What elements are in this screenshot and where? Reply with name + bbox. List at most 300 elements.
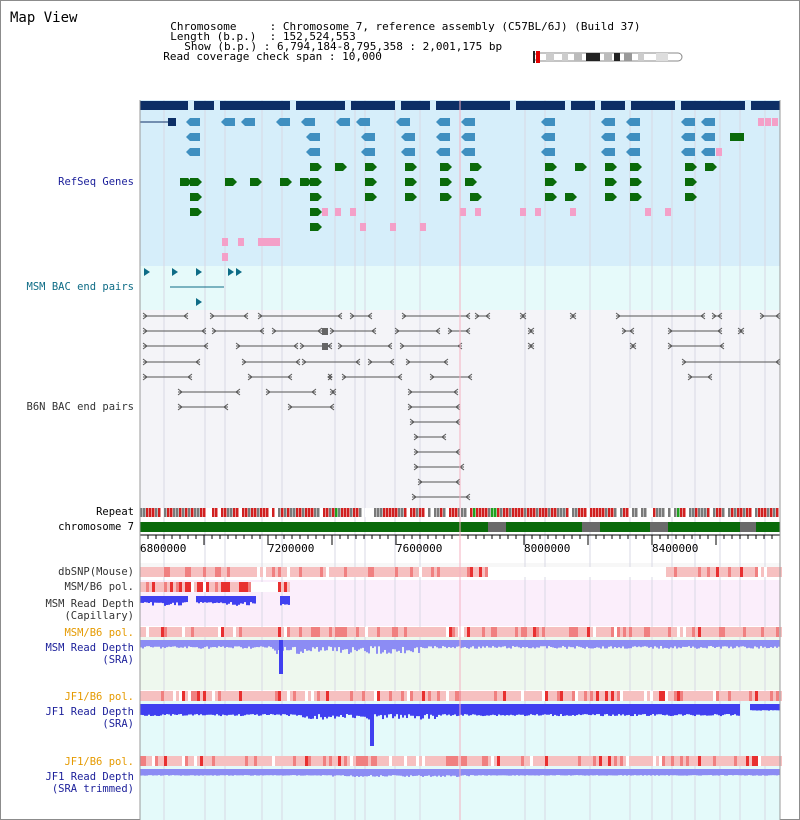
depth-bar [746, 640, 748, 648]
polymorphism-cell [284, 582, 287, 592]
polymorphism-cell [275, 756, 278, 766]
depth-bar [576, 769, 578, 775]
polymorphism-cell [284, 567, 287, 577]
polymorphism-cell [629, 756, 632, 766]
polymorphism-cell [674, 627, 677, 637]
depth-bar [674, 704, 676, 715]
depth-bar [504, 704, 506, 716]
depth-bar [756, 640, 758, 647]
depth-bar [544, 640, 546, 646]
gene-pink-feature [665, 208, 671, 216]
msm-depth-sra-label[interactable] [0, 642, 134, 666]
depth-bar [288, 769, 290, 775]
jf1-depth-label[interactable] [0, 706, 134, 730]
polymorphism-cell [272, 691, 275, 701]
polymorphism-cell [686, 567, 689, 577]
gene-gap [745, 101, 751, 110]
depth-bar [676, 769, 678, 775]
depth-bar [754, 769, 756, 776]
polymorphism-cell [191, 691, 194, 701]
depth-bar [770, 640, 772, 647]
depth-bar [280, 769, 282, 775]
depth-bar [594, 769, 596, 775]
polymorphism-cell [728, 756, 731, 766]
repeat-element [440, 508, 443, 517]
polymorphism-cell [725, 567, 728, 577]
depth-bar [144, 704, 146, 716]
depth-bar [312, 640, 314, 647]
dbsnp-track-label[interactable]: dbSNP(Mouse) [58, 566, 134, 578]
polymorphism-cell [146, 691, 149, 701]
polymorphism-cell [269, 567, 272, 577]
polymorphism-cell [776, 567, 779, 577]
depth-bar [734, 704, 736, 714]
depth-bar [524, 640, 526, 648]
repeat-element [155, 508, 158, 517]
depth-bar [704, 704, 706, 715]
depth-bar [470, 640, 472, 647]
depth-bar [198, 704, 200, 715]
polymorphism-cell [419, 691, 422, 701]
polymorphism-cell [200, 756, 203, 766]
depth-bar [414, 769, 416, 776]
repeat-element [470, 508, 473, 517]
polymorphism-cell [485, 691, 488, 701]
repeat-track[interactable] [140, 508, 782, 517]
depth-bar [278, 704, 280, 715]
polymorphism-cell [215, 691, 218, 701]
polymorphism-cell [680, 756, 683, 766]
depth-bar [640, 704, 642, 715]
polymorphism-cell [350, 756, 353, 766]
depth-bar [350, 769, 352, 775]
depth-bar [152, 704, 154, 716]
depth-bar [408, 704, 410, 714]
depth-bar [326, 769, 328, 775]
polymorphism-cell [743, 756, 746, 766]
polymorphism-cell [491, 691, 494, 701]
polymorphism-cell [536, 691, 539, 701]
polymorphism-cell [605, 756, 608, 766]
depth-bar [742, 640, 744, 646]
polymorphism-cell [473, 691, 476, 701]
depth-bar [184, 769, 186, 776]
depth-bar [174, 596, 176, 605]
polymorphism-cell [683, 567, 686, 577]
polymorphism-cell [314, 627, 317, 637]
depth-bar [686, 769, 688, 776]
depth-bar [718, 769, 720, 776]
depth-bar [652, 704, 654, 714]
msm-depth-cap-label[interactable] [0, 598, 134, 622]
polymorphism-cell [473, 567, 476, 577]
repeat-element [491, 508, 494, 517]
depth-bar [710, 769, 712, 775]
depth-bar [196, 704, 198, 714]
depth-bar [170, 704, 172, 716]
polymorphism-cell [419, 756, 422, 766]
depth-bar [540, 704, 542, 715]
depth-bar [182, 704, 184, 716]
polymorphism-cell [602, 691, 605, 701]
depth-bar [394, 769, 396, 775]
polymorphism-cell [752, 756, 755, 766]
repeat-element [638, 508, 641, 517]
depth-bar [174, 769, 176, 775]
depth-bar [232, 596, 234, 605]
depth-bar [226, 640, 228, 647]
depth-bar [308, 640, 310, 650]
depth-bar [144, 596, 146, 602]
depth-bar [454, 704, 456, 714]
polymorphism-cell [389, 627, 392, 637]
depth-bar [320, 640, 322, 650]
depth-bar [734, 640, 736, 648]
depth-bar [498, 704, 500, 714]
repeat-element [737, 508, 740, 517]
depth-bar [638, 769, 640, 775]
refseq-track-label[interactable]: RefSeq Genes [58, 176, 134, 188]
depth-bar [230, 769, 232, 775]
depth-bar [338, 640, 340, 647]
polymorphism-cell [188, 627, 191, 637]
depth-bar [430, 769, 432, 777]
polymorphism-cell [164, 582, 167, 592]
polymorphism-cell [296, 627, 299, 637]
polymorphism-cell [740, 627, 743, 637]
polymorphism-cell [401, 627, 404, 637]
polymorphism-cell [266, 691, 269, 701]
depth-bar [328, 640, 330, 646]
depth-bar [456, 640, 458, 647]
chromosome-gap-band [740, 522, 756, 532]
polymorphism-cell [155, 567, 158, 577]
polymorphism-cell [461, 691, 464, 701]
repeat-element [494, 508, 497, 517]
depth-bar [252, 640, 254, 648]
polymorphism-cell [653, 627, 656, 637]
polymorphism-cell [479, 691, 482, 701]
polymorphism-cell [665, 756, 668, 766]
depth-bar [212, 640, 214, 647]
repeat-element [527, 508, 530, 517]
depth-bar [702, 704, 704, 715]
depth-bar [168, 769, 170, 776]
depth-bar [680, 769, 682, 776]
polymorphism-cell [686, 627, 689, 637]
depth-bar [224, 769, 226, 775]
polymorphism-cell [650, 691, 653, 701]
depth-bar [410, 704, 412, 716]
polymorphism-cell [479, 756, 482, 766]
depth-bar [620, 640, 622, 648]
polymorphism-cell [182, 567, 185, 577]
polymorphism-cell [731, 691, 734, 701]
depth-bar [506, 704, 508, 715]
depth-bar [530, 704, 532, 714]
jf1-pol-trim-label[interactable]: JF1/B6 pol. [64, 756, 134, 768]
depth-bar [602, 640, 604, 646]
repeat-element [290, 508, 293, 517]
polymorphism-cell [254, 691, 257, 701]
polymorphism-cell [707, 691, 710, 701]
repeat-track-label[interactable]: Repeat [96, 506, 134, 518]
depth-bar [236, 596, 238, 606]
polymorphism-cell [500, 756, 503, 766]
depth-bar [618, 769, 620, 775]
depth-bar [214, 704, 216, 715]
depth-bar [428, 704, 430, 719]
repeat-element [476, 508, 479, 517]
gene-gap [290, 101, 296, 110]
depth-bar [668, 769, 670, 776]
polymorphism-cell [272, 567, 275, 577]
polymorphism-cell [335, 756, 338, 766]
repeat-element [419, 508, 422, 517]
depth-bar [658, 769, 660, 776]
depth-bar [360, 640, 362, 648]
depth-bar [770, 704, 772, 710]
depth-bar [626, 640, 628, 649]
depth-bar [540, 769, 542, 775]
polymorphism-cell [170, 582, 173, 592]
depth-bar [712, 769, 714, 776]
depth-bar [680, 640, 682, 648]
depth-bar [200, 704, 202, 714]
polymorphism-cell [707, 627, 710, 637]
bac-end-block [322, 328, 328, 335]
polymorphism-cell [332, 627, 335, 637]
depth-bar [418, 704, 420, 716]
repeat-element [716, 508, 719, 517]
depth-bar [564, 769, 566, 775]
depth-bar [176, 704, 178, 715]
polymorphism-cell [530, 756, 533, 766]
repeat-element [245, 508, 248, 517]
polymorphism-cell [197, 627, 200, 637]
depth-bar [426, 640, 428, 648]
polymorphism-cell [179, 756, 182, 766]
polymorphism-cell [284, 691, 287, 701]
repeat-element [317, 508, 320, 517]
polymorphism-cell [173, 691, 176, 701]
depth-bar [334, 704, 336, 719]
depth-bar [430, 704, 432, 715]
polymorphism-cell [290, 627, 293, 637]
depth-bar [252, 704, 254, 714]
polymorphism-cell [416, 756, 419, 766]
depth-bar [260, 640, 262, 646]
depth-bar [612, 769, 614, 775]
depth-bar [342, 769, 344, 775]
polymorphism-cell [527, 756, 530, 766]
repeat-element [215, 508, 218, 517]
repeat-element [362, 508, 365, 517]
polymorphism-cell [167, 567, 170, 577]
depth-bar [560, 704, 562, 714]
polymorphism-cell [326, 627, 329, 637]
polymorphism-cell [467, 567, 470, 577]
polymorphism-cell [530, 691, 533, 701]
depth-bar [772, 704, 774, 710]
repeat-element [380, 508, 383, 517]
depth-bar [694, 704, 696, 716]
polymorphism-cell [296, 756, 299, 766]
depth-bar [146, 769, 148, 776]
polymorphism-cell [167, 582, 170, 592]
polymorphism-cell [407, 691, 410, 701]
polymorphism-cell [626, 691, 629, 701]
polymorphism-cell [488, 756, 491, 766]
polymorphism-cell [689, 567, 692, 577]
repeat-element [185, 508, 188, 517]
jf1-pol-label[interactable]: JF1/B6 pol. [64, 691, 134, 703]
depth-bar [208, 596, 210, 602]
depth-bar [590, 704, 592, 715]
polymorphism-cell [341, 756, 344, 766]
depth-bar [386, 640, 388, 654]
depth-bar [210, 596, 212, 602]
depth-bar [554, 640, 556, 648]
axis-tick-label: 8000000 [524, 542, 571, 555]
depth-bar [688, 640, 690, 646]
depth-bar [360, 704, 362, 717]
repeat-element [314, 508, 317, 517]
repeat-element [182, 508, 185, 517]
depth-bar [186, 596, 188, 602]
polymorphism-cell [377, 627, 380, 637]
polymorphism-cell [404, 627, 407, 637]
repeat-element [248, 508, 251, 517]
depth-bar [190, 704, 192, 714]
depth-bar [220, 704, 222, 716]
depth-bar [512, 640, 514, 646]
repeat-element [368, 508, 371, 517]
repeat-element [659, 508, 662, 517]
depth-bar [228, 640, 230, 647]
depth-bar [252, 769, 254, 776]
depth-bar [310, 769, 312, 775]
repeat-element [674, 508, 677, 517]
polymorphism-cell [293, 627, 296, 637]
depth-bar [156, 704, 158, 716]
depth-bar [566, 769, 568, 775]
msm-depth-sra-line1: MSM Read Depth [45, 642, 134, 654]
polymorphism-cell [707, 756, 710, 766]
polymorphism-cell [410, 691, 413, 701]
polymorphism-cell [467, 691, 470, 701]
jf1-trim-line1: JF1 Read Depth [45, 771, 134, 783]
depth-bar [736, 769, 738, 775]
msm-bac-track-label[interactable]: MSM BAC end pairs [26, 281, 134, 293]
length-info: Length (b.p.) : 152,524,553 [170, 30, 356, 43]
depth-bar [390, 704, 392, 714]
polymorphism-cell [551, 756, 554, 766]
depth-bar [492, 640, 494, 646]
polymorphism-cell [605, 691, 608, 701]
polymorphism-cell [224, 567, 227, 577]
depth-bar [314, 640, 316, 649]
msm-pol-cap-label[interactable]: MSM/B6 pol. [64, 581, 134, 593]
polymorphism-cell [521, 691, 524, 701]
depth-bar [284, 769, 286, 775]
polymorphism-cell [668, 627, 671, 637]
polymorphism-cell [599, 627, 602, 637]
depth-bar [398, 704, 400, 719]
repeat-element [431, 508, 434, 517]
repeat-element [170, 508, 173, 517]
depth-bar [352, 769, 354, 776]
polymorphism-cell [770, 627, 773, 637]
polymorphism-cell [146, 627, 149, 637]
repeat-element [398, 508, 401, 517]
repeat-element [266, 508, 269, 517]
polymorphism-cell [746, 567, 749, 577]
jf1-trim-label[interactable] [0, 771, 134, 795]
depth-bar [442, 704, 444, 714]
depth-bar [236, 769, 238, 775]
b6n-bac-track-label[interactable]: B6N BAC end pairs [26, 401, 134, 413]
polymorphism-cell [608, 627, 611, 637]
polymorphism-cell [659, 691, 662, 701]
polymorphism-cell [392, 691, 395, 701]
repeat-element [149, 508, 152, 517]
msm-pol-sra-label[interactable]: MSM/B6 pol. [64, 627, 134, 639]
polymorphism-cell [323, 567, 326, 577]
depth-bar [716, 640, 718, 647]
depth-bar [412, 704, 414, 716]
polymorphism-cell [644, 691, 647, 701]
depth-bar [678, 704, 680, 714]
depth-bar [758, 769, 760, 776]
depth-bar [442, 640, 444, 646]
polymorphism-cell [596, 691, 599, 701]
depth-bar [454, 769, 456, 776]
depth-bar [660, 769, 662, 775]
polymorphism-cell [713, 691, 716, 701]
depth-bar [584, 640, 586, 649]
polymorphism-cell [527, 627, 530, 637]
depth-bar [164, 769, 166, 775]
depth-bar [748, 769, 750, 775]
polymorphism-cell [290, 756, 293, 766]
polymorphism-cell [290, 691, 293, 701]
depth-bar [284, 704, 286, 714]
depth-bar [440, 704, 442, 716]
repeat-element [575, 508, 578, 517]
polymorphism-cell [404, 567, 407, 577]
depth-bar [200, 596, 202, 602]
depth-bar [334, 769, 336, 776]
depth-bar [578, 640, 580, 647]
polymorphism-cell [347, 691, 350, 701]
polymorphism-cell [740, 567, 743, 577]
depth-bar [326, 704, 328, 718]
depth-bar [234, 769, 236, 775]
depth-bar [302, 704, 304, 717]
polymorphism-cell [629, 691, 632, 701]
depth-bar [466, 769, 468, 776]
polymorphism-cell [755, 756, 758, 766]
depth-bar [596, 769, 598, 775]
jf1-depth-line2: (SRA) [102, 718, 134, 730]
polymorphism-cell [191, 582, 194, 592]
depth-bar [262, 704, 264, 714]
depth-bar [258, 640, 260, 647]
polymorphism-cell [734, 756, 737, 766]
polymorphism-cell [563, 756, 566, 766]
polymorphism-cell [239, 756, 242, 766]
